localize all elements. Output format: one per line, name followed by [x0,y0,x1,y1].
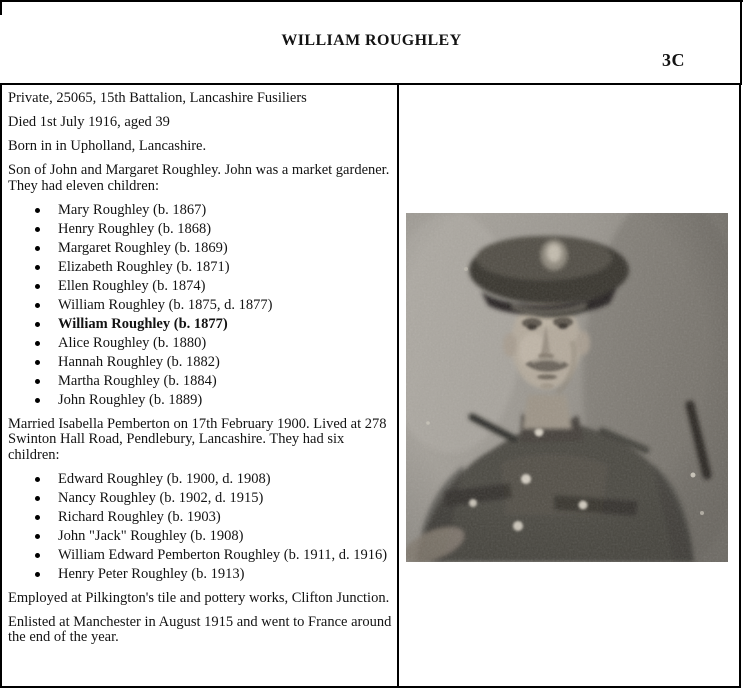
bio-enlistment-paragraph: Enlisted at Manchester in August 1915 and went to France around the end of the year. [8,613,392,645]
bio-birth-line: Born in in Upholland, Lancashire. [8,138,207,154]
sibling-item: Alice Roughley (b. 1880) [33,336,392,352]
sibling-item: Mary Roughley (b. 1867) [33,203,392,219]
bio-death-line: Died 1st July 1916, aged 39 [8,114,170,130]
sibling-item: Margaret Roughley (b. 1869) [33,241,392,257]
children-list [33,472,392,583]
sibling-item: John Roughley (b. 1889) [33,393,392,409]
page-top-border [0,0,743,2]
child-item: John "Jack" Roughley (b. 1908) [33,529,392,545]
content-table [0,83,741,688]
bio-service-line: Private, 25065, 15th Battalion, Lancashire Fusiliers [8,90,307,106]
child-item: Henry Peter Roughley (b. 1913) [33,567,392,583]
soldier-portrait-photo [406,213,728,562]
sibling-item: Elizabeth Roughley (b. 1871) [33,260,392,276]
bio-marriage-paragraph: Married Isabella Pemberton on 17th February 1900. Lived at 278 Swinton Hall Road, Pendlebury, Lancashire. They had six children: [8,415,387,463]
sibling-item: Henry Roughley (b. 1868) [33,222,392,238]
sibling-item: Martha Roughley (b. 1884) [33,374,392,390]
page-title: WILLIAM ROUGHLEY [281,32,462,49]
sibling-item: Hannah Roughley (b. 1882) [33,355,392,371]
photo-grain [406,213,728,562]
siblings-list [33,203,392,409]
section-ref-label: 3C [662,50,685,70]
page-left-border-stub [0,0,2,15]
bio-parents-paragraph: Son of John and Margaret Roughley. John was a market gardener. They had eleven children: [8,162,390,194]
sibling-item-subject-bold: William Roughley (b. 1877) [33,317,392,333]
child-item: Richard Roughley (b. 1903) [33,510,392,526]
bio-text-cell [2,85,399,686]
child-item: William Edward Pemberton Roughley (b. 1911, d. 1916) [33,548,392,564]
child-item: Nancy Roughley (b. 1902, d. 1915) [33,491,392,507]
photo-cell [399,85,739,686]
child-item: Edward Roughley (b. 1900, d. 1908) [33,472,392,488]
sibling-item: Ellen Roughley (b. 1874) [33,279,392,295]
sibling-item: William Roughley (b. 1875, d. 1877) [33,298,392,314]
bio-employment-paragraph: Employed at Pilkington's tile and pottery works, Clifton Junction. [8,589,390,606]
